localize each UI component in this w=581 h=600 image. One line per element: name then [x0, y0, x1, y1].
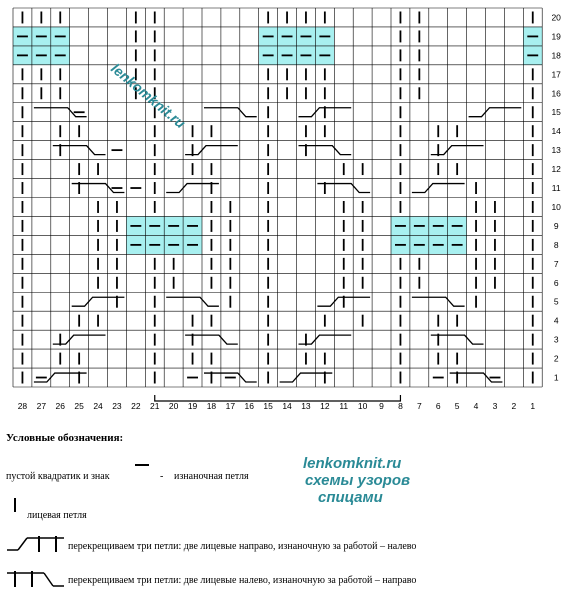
legend-title: Условные обозначения: [6, 432, 124, 444]
column-label: 1 [530, 401, 536, 411]
cable-left-symbol [469, 108, 522, 117]
cable-right-symbol [412, 297, 465, 306]
watermark-text: lenkomknit.ru [108, 60, 189, 132]
column-label: 7 [416, 401, 422, 411]
column-label: 8 [398, 401, 403, 411]
row-label: 1 [553, 372, 559, 383]
column-label: 3 [492, 401, 498, 411]
column-label: 26 [55, 401, 65, 411]
column-label: 19 [187, 401, 198, 411]
column-label: 12 [320, 401, 330, 411]
row-label: 8 [553, 239, 559, 250]
column-label: 17 [225, 401, 236, 411]
column-label: 16 [244, 401, 254, 411]
row-label: 7 [553, 258, 559, 269]
brand-line1: lenkomknit.ru [303, 455, 402, 472]
row-label: 19 [551, 31, 561, 42]
row-label: 17 [551, 69, 561, 80]
cable-right-symbol [204, 108, 257, 117]
column-label: 15 [263, 401, 273, 411]
row-label: 4 [553, 315, 559, 326]
row-label: 20 [551, 12, 561, 23]
column-label: 18 [206, 401, 217, 411]
row-label: 13 [551, 145, 561, 156]
row-label: 10 [551, 201, 561, 212]
column-label: 21 [150, 401, 160, 411]
legend-cross-left-desc: перекрещиваем три петли: две лицевые направо, изнаночную за работой – налево [68, 541, 417, 552]
column-label: 9 [379, 401, 384, 411]
column-label: 25 [74, 401, 84, 411]
cable-left-symbol [412, 184, 465, 193]
column-label: 24 [93, 401, 103, 411]
row-label: 6 [553, 277, 559, 288]
cable-right-symbol [166, 297, 219, 306]
row-label: 18 [551, 50, 561, 61]
column-label: 23 [112, 401, 122, 411]
cross-right-symbol-icon [6, 568, 66, 590]
brand-line3: спицами [318, 489, 383, 506]
column-label: 22 [131, 401, 141, 411]
row-label: 5 [553, 296, 559, 307]
row-label: 9 [553, 220, 559, 231]
column-label: 2 [511, 401, 517, 411]
row-label: 2 [553, 353, 559, 364]
column-label: 13 [301, 401, 311, 411]
legend-purl-dash: - [160, 471, 164, 482]
purl-symbol-icon [134, 462, 150, 468]
legend-knit-desc: лицевая петля [27, 510, 87, 521]
cross-left-symbol-icon [6, 532, 66, 554]
row-label: 14 [551, 126, 561, 137]
column-label: 20 [168, 401, 179, 411]
legend-cross-right-desc: перекрещиваем три петли: две лицевые налево, изнаночную за работой – направо [68, 575, 417, 586]
column-label: 11 [339, 401, 349, 411]
legend-purl-desc: изнаночная петля [174, 471, 249, 482]
brand-line2: схемы узоров [305, 472, 411, 489]
row-label: 3 [553, 334, 559, 345]
column-label: 27 [36, 401, 47, 411]
column-label: 14 [282, 401, 292, 411]
knit-symbol-icon [12, 497, 18, 513]
row-label: 15 [551, 107, 561, 118]
column-label: 4 [473, 401, 479, 411]
row-label: 12 [551, 164, 561, 175]
column-label: 28 [17, 401, 28, 411]
legend-purl-text: пустой квадратик и знак [6, 471, 110, 482]
row-label: 11 [551, 183, 561, 194]
row-label: 16 [551, 88, 561, 99]
column-label: 10 [357, 401, 368, 411]
column-label: 6 [435, 401, 441, 411]
column-label: 5 [454, 401, 460, 411]
